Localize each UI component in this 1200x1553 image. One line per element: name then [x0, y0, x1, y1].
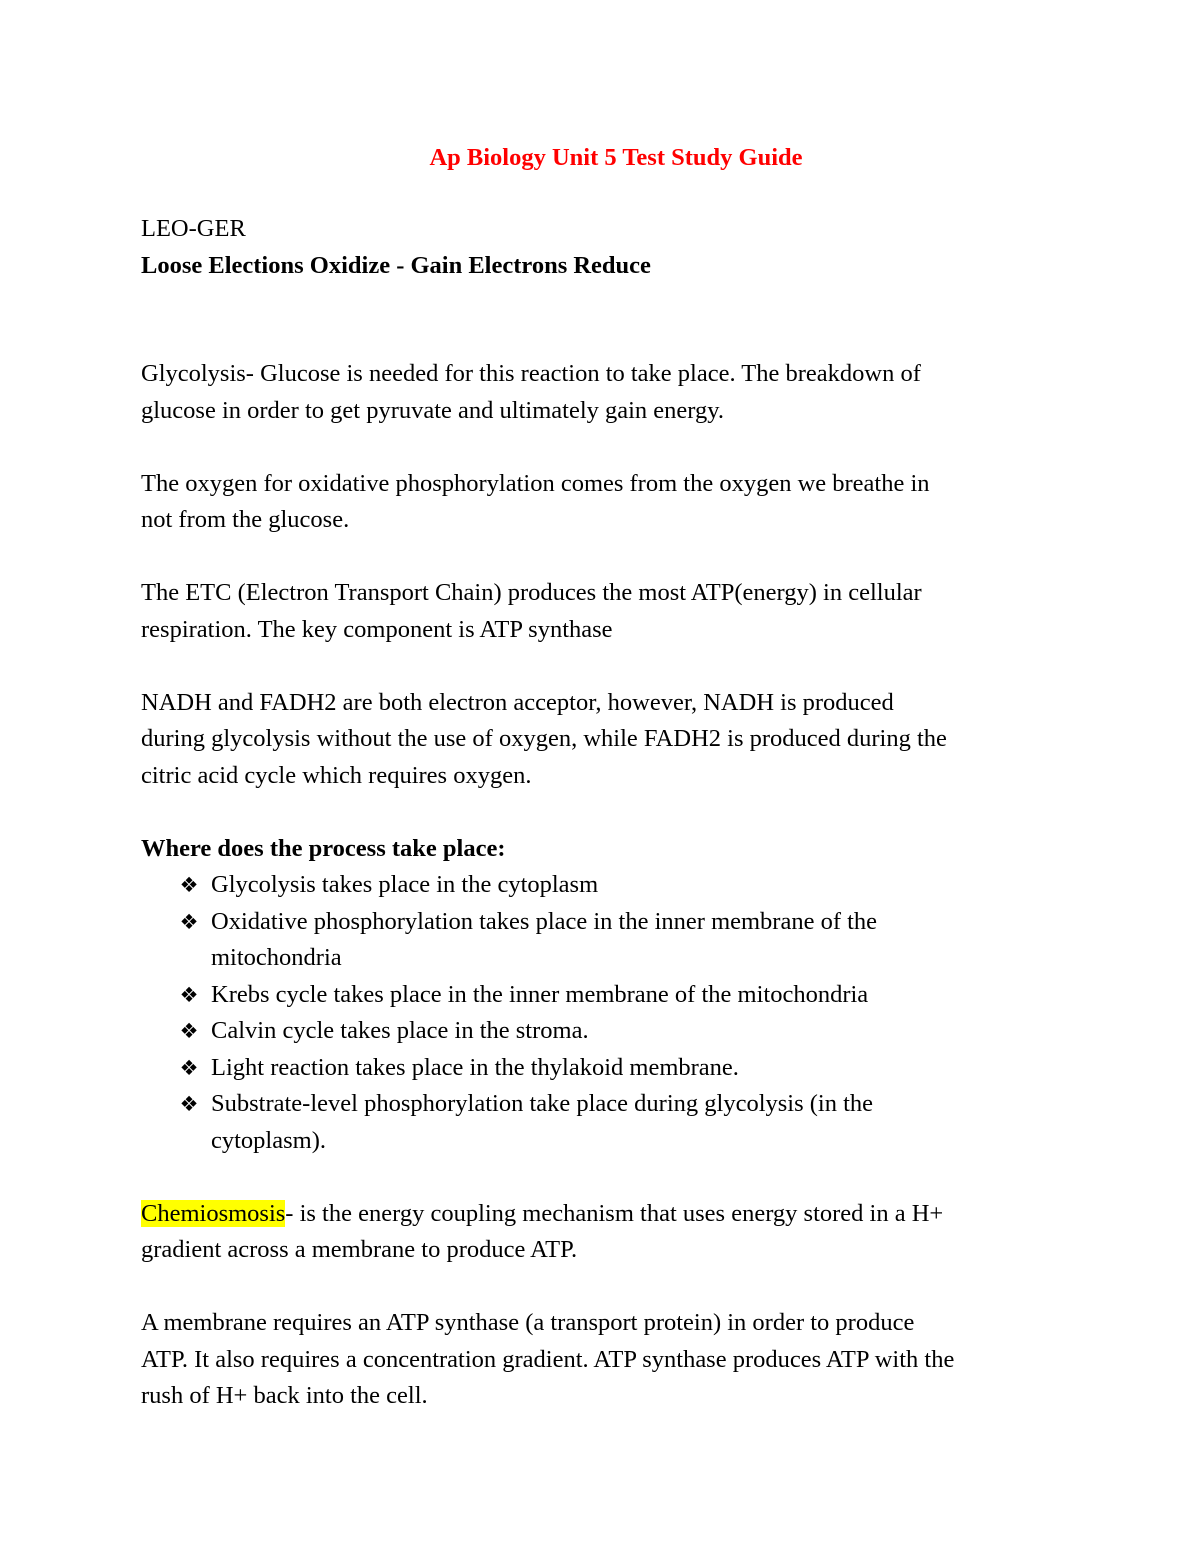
list-item	[141, 1013, 1061, 1050]
diamond-bullet-icon: ❖	[179, 1092, 199, 1116]
glycolysis-paragraph	[141, 356, 1061, 429]
diamond-bullet-icon: ❖	[179, 1055, 199, 1080]
list-item-text: mitochondria	[211, 944, 342, 971]
membrane-paragraph	[141, 1305, 1061, 1415]
oxygen-line: The oxygen for oxidative phosphorylation comes from the oxygen we breathe in	[141, 469, 930, 497]
list-item-text: Calvin cycle takes place in the stroma.	[211, 1017, 589, 1044]
oxygen-line: not from the glucose.	[141, 506, 350, 533]
list-item	[141, 1086, 1061, 1159]
list-item	[141, 867, 1061, 904]
nadh-line: NADH and FADH2 are both electron acceptor, however, NADH is produced	[141, 688, 894, 716]
nadh-line: citric acid cycle which requires oxygen.	[141, 761, 532, 789]
locations-list	[141, 867, 1061, 1159]
document-title: Ap Biology Unit 5 Test Study Guide	[429, 144, 803, 171]
nadh-line: during glycolysis without the use of oxygen, while FADH2 is produced during the	[141, 725, 947, 752]
chemiosmosis-term: Chemiosmosis	[141, 1199, 286, 1227]
membrane-line: ATP. It also requires a concentration gradient. ATP synthase produces ATP with the	[141, 1345, 955, 1373]
list-item-text: Light reaction takes place in the thylakoid membrane.	[211, 1053, 739, 1081]
chemiosmosis-definition: - is the energy coupling mechanism that uses energy stored in a H+	[285, 1199, 944, 1227]
oxygen-paragraph	[141, 466, 1061, 539]
chemiosmosis-line: gradient across a membrane to produce ATP.	[141, 1236, 578, 1263]
list-item-text: Substrate-level phosphorylation take place during glycolysis (in the	[211, 1090, 874, 1117]
mnemonic-expanded: Loose Elections Oxidize - Gain Electrons Reduce	[141, 251, 651, 279]
spacer	[141, 648, 1061, 685]
spacer	[141, 284, 1061, 356]
list-item	[141, 977, 1061, 1014]
diamond-bullet-icon: ❖	[179, 909, 199, 934]
where-heading: Where does the process take place:	[141, 834, 506, 862]
etc-line: The ETC (Electron Transport Chain) produces the most ATP(energy) in cellular	[141, 579, 922, 606]
glycolysis-line: Glycolysis- Glucose is needed for this reaction to take place. The breakdown of	[141, 360, 921, 387]
mnemonic: LEO-GER	[141, 215, 246, 242]
diamond-bullet-icon: ❖	[179, 982, 199, 1007]
spacer	[141, 794, 1061, 831]
spacer	[141, 539, 1061, 576]
membrane-line: rush of H+ back into the cell.	[141, 1382, 428, 1409]
diamond-bullet-icon: ❖	[179, 873, 199, 897]
list-item-text: Oxidative phosphorylation takes place in the inner membrane of the	[211, 907, 878, 935]
document-body	[141, 140, 1061, 1415]
list-item	[141, 904, 1061, 977]
nadh-paragraph	[141, 685, 1061, 795]
etc-paragraph	[141, 575, 1061, 648]
spacer	[141, 429, 1061, 466]
membrane-line: A membrane requires an ATP synthase (a transport protein) in order to produce	[141, 1309, 915, 1336]
spacer	[141, 1159, 1061, 1196]
spacer	[141, 1269, 1061, 1306]
list-item-text: Krebs cycle takes place in the inner membrane of the mitochondria	[211, 980, 869, 1008]
glycolysis-line: glucose in order to get pyruvate and ultimately gain energy.	[141, 396, 725, 424]
chemiosmosis-paragraph	[141, 1196, 1061, 1269]
etc-line: respiration. The key component is ATP synthase	[141, 615, 613, 643]
list-item-text: cytoplasm).	[211, 1126, 326, 1154]
list-item-text: Glycolysis takes place in the cytoplasm	[211, 871, 599, 898]
chemiosmosis-line	[141, 1196, 1061, 1233]
diamond-bullet-icon: ❖	[179, 1019, 199, 1043]
list-item	[141, 1050, 1061, 1087]
